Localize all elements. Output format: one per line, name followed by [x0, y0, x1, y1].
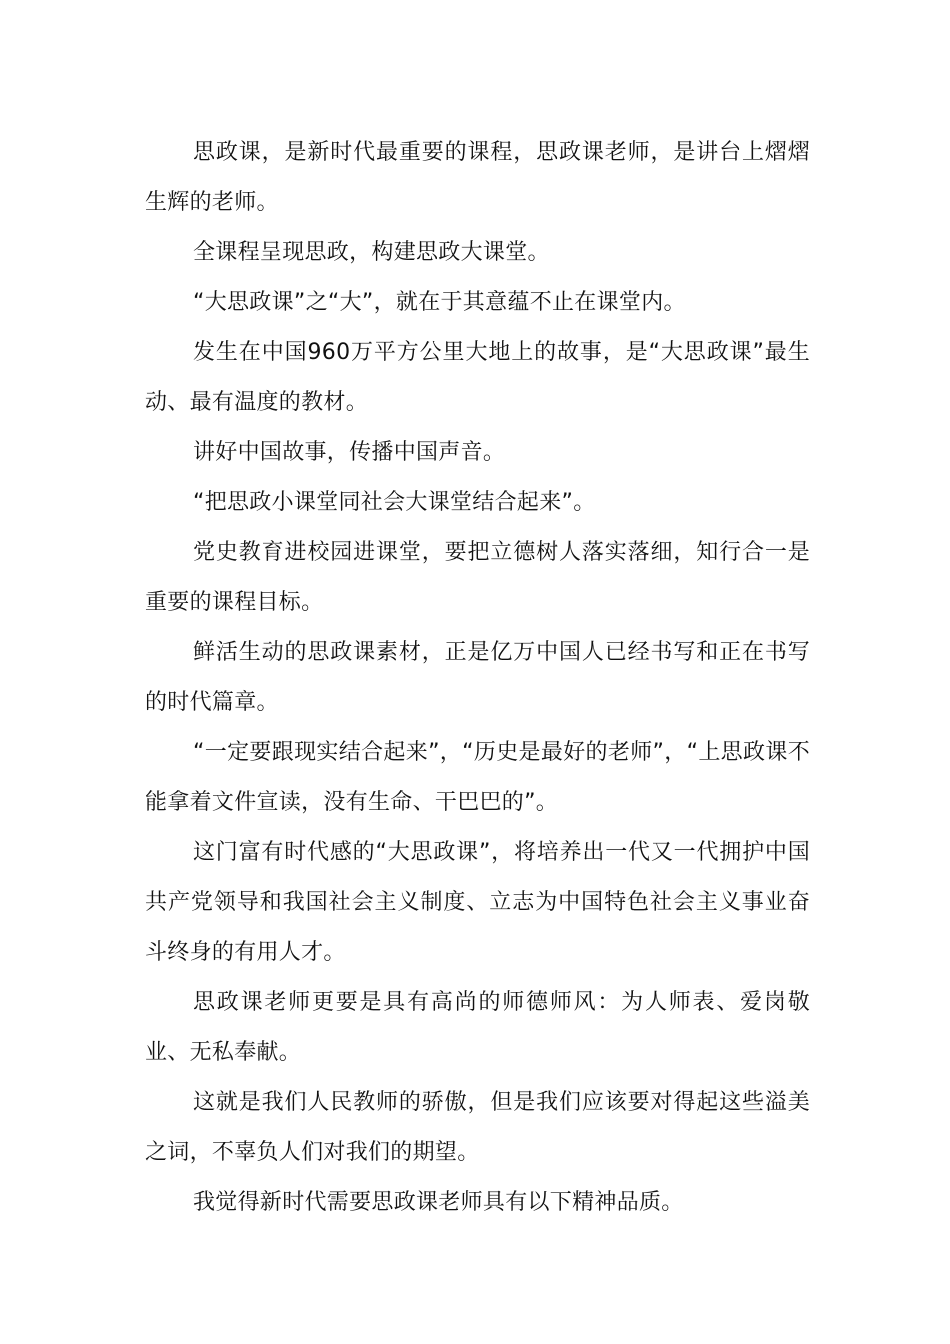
paragraph-8: 鲜活生动的思政课素材，正是亿万中国人已经书写和正在书写的时代篇章。 — [145, 640, 810, 715]
paragraph-3: “大思政课”之“大”，就在于其意蕴不止在课堂内。 — [193, 290, 686, 315]
paragraph-9: “一定要跟现实结合起来”，“历史是最好的老师”，“上思政课不能拿着文件宣读，没有生命、干巴巴的”。 — [145, 740, 810, 815]
paragraph-5: 讲好中国故事，传播中国声音。 — [193, 440, 506, 465]
paragraph-11: 思政课老师更要是具有高尚的师德师风：为人师表、爱岗敬业、无私奉献。 — [145, 990, 810, 1065]
paragraph-2: 全课程呈现思政，构建思政大课堂。 — [193, 240, 550, 265]
paragraph-7: 党史教育进校园进课堂，要把立德树人落实落细，知行合一是重要的课程目标。 — [145, 540, 810, 615]
paragraph-1: 思政课，是新时代最重要的课程，思政课老师，是讲台上熠熠生辉的老师。 — [145, 140, 810, 215]
paragraph-12: 这就是我们人民教师的骄傲，但是我们应该要对得起这些溢美之词，不辜负人们对我们的期望。 — [145, 1090, 810, 1165]
paragraph-10: 这门富有时代感的“大思政课”，将培养出一代又一代拥护中国共产党领导和我国社会主义制度、立志为中国特色社会主义事业奋斗终身的有用人才。 — [145, 840, 810, 965]
paragraph-4: 发生在中国960万平方公里大地上的故事，是“大思政课”最生动、最有温度的教材。 — [145, 340, 810, 415]
paragraph-13: 我觉得新时代需要思政课老师具有以下精神品质。 — [193, 1190, 684, 1215]
paragraph-6: “把思政小课堂同社会大课堂结合起来”。 — [193, 490, 596, 515]
document-body — [145, 128, 810, 1228]
